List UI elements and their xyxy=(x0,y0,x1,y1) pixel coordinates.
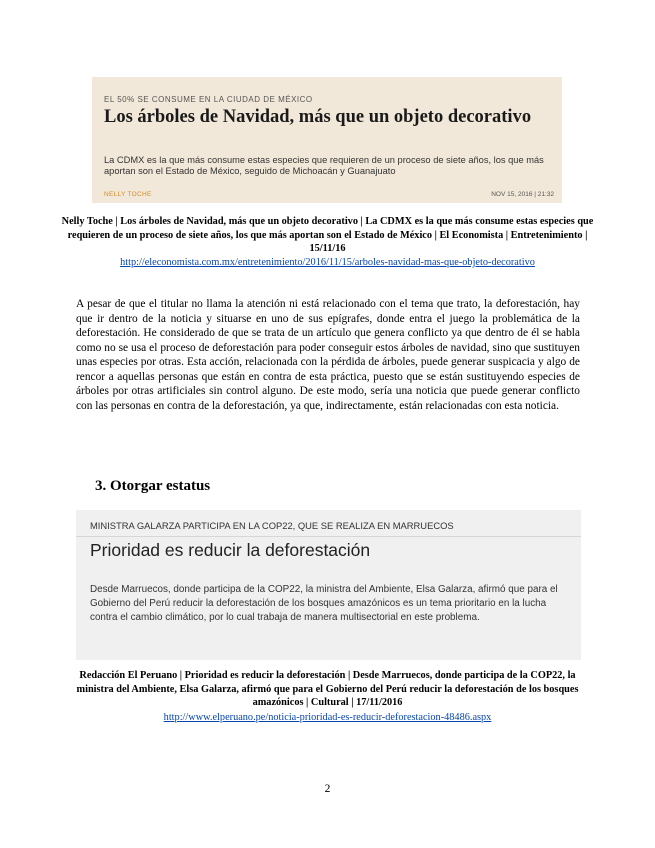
clipping-divider xyxy=(76,536,581,537)
news-clipping-elperuano xyxy=(76,510,581,660)
clipping-headline: Los árboles de Navidad, más que un objeto decorativo xyxy=(104,107,532,127)
body-paragraph: A pesar de que el titular no llama la atención ni está relacionado con el tema que trato, la deforestación, hay que ir dentro de la noticia y situarse en uno de sus epígrafes, donde entra el juego la problemática de la deforestación. He considerado de que se trata de un artículo que genera conflicto ya que dentro de él se habla como no se usa el proceso de deforestación para poder conseguir estos árboles de navidad, sino que sustituyen unas especies por otras. Esta acción, relacionada con la pérdida de árboles, puede generar suspicacia y algo de rencor a aquellas personas que están en contra de esta práctica, puesto que se están sustituyendo especies de árboles por otras artificiales sin control alguno. De este modo, sería una noticia que puede generar conflicto con las personas en contra de la deforestación, ya que, indirectamente, están relacionadas con esta noticia. xyxy=(76,298,580,412)
clipping-headline: Prioridad es reducir la deforestación xyxy=(90,540,371,560)
caption-eleconomista: Nelly Toche | Los árboles de Navidad, más que un objeto decorativo | La CDMX es la que más consume estas especies que requieren de un proceso de siete años, los que más aportan son el Estado de México | El Economista | Entretenimiento | 15/11/16 xyxy=(61,216,594,255)
clipping-dek: La CDMX es la que más consume estas especies que requieren de un proceso de siete años, los que más aportan son el Estado de México, seguido de Michoacán y Guanajuato xyxy=(104,155,544,176)
source-link-elperuano[interactable]: http://www.elperuano.pe/noticia-prioridad-es-reducir-deforestacion-48486.aspx xyxy=(163,712,492,723)
clipping-kicker: MINISTRA GALARZA PARTICIPA EN LA COP22, QUE SE REALIZA EN MARRUECOS xyxy=(90,520,454,531)
source-link-eleconomista[interactable]: http://eleconomista.com.mx/entretenimiento/2016/11/15/arboles-navidad-mas-que-objeto-decorativo xyxy=(120,257,535,268)
clipping-dek: Desde Marruecos, donde participa de la COP22, la ministra del Ambiente, Elsa Galarza, afirmó que para el Gobierno del Perú reducir la deforestación de los bosques amazónicos es un tema prioritario en la lucha contra el cambio climático, por lo cual trabaja de manera multisectorial en este problema. xyxy=(90,584,558,623)
caption-elperuano: Redacción El Peruano | Prioridad es reducir la deforestación | Desde Marruecos, donde participa de la COP22, la ministra del Ambiente, Elsa Galarza, afirmó que para el Gobierno del Perú reducir la deforestación de los bosques amazónicos | Cultural | 17/11/2016 xyxy=(76,670,579,709)
clipping-author: NELLY TOCHE xyxy=(104,191,152,198)
news-clipping-eleconomista xyxy=(92,77,562,203)
page-number: 2 xyxy=(324,783,331,795)
clipping-date: NOV 15, 2016 | 21:32 xyxy=(491,191,554,198)
clipping-kicker: EL 50% SE CONSUME EN LA CIUDAD DE MÉXICO xyxy=(104,95,313,104)
section-heading: 3. Otorgar estatus xyxy=(95,478,211,494)
